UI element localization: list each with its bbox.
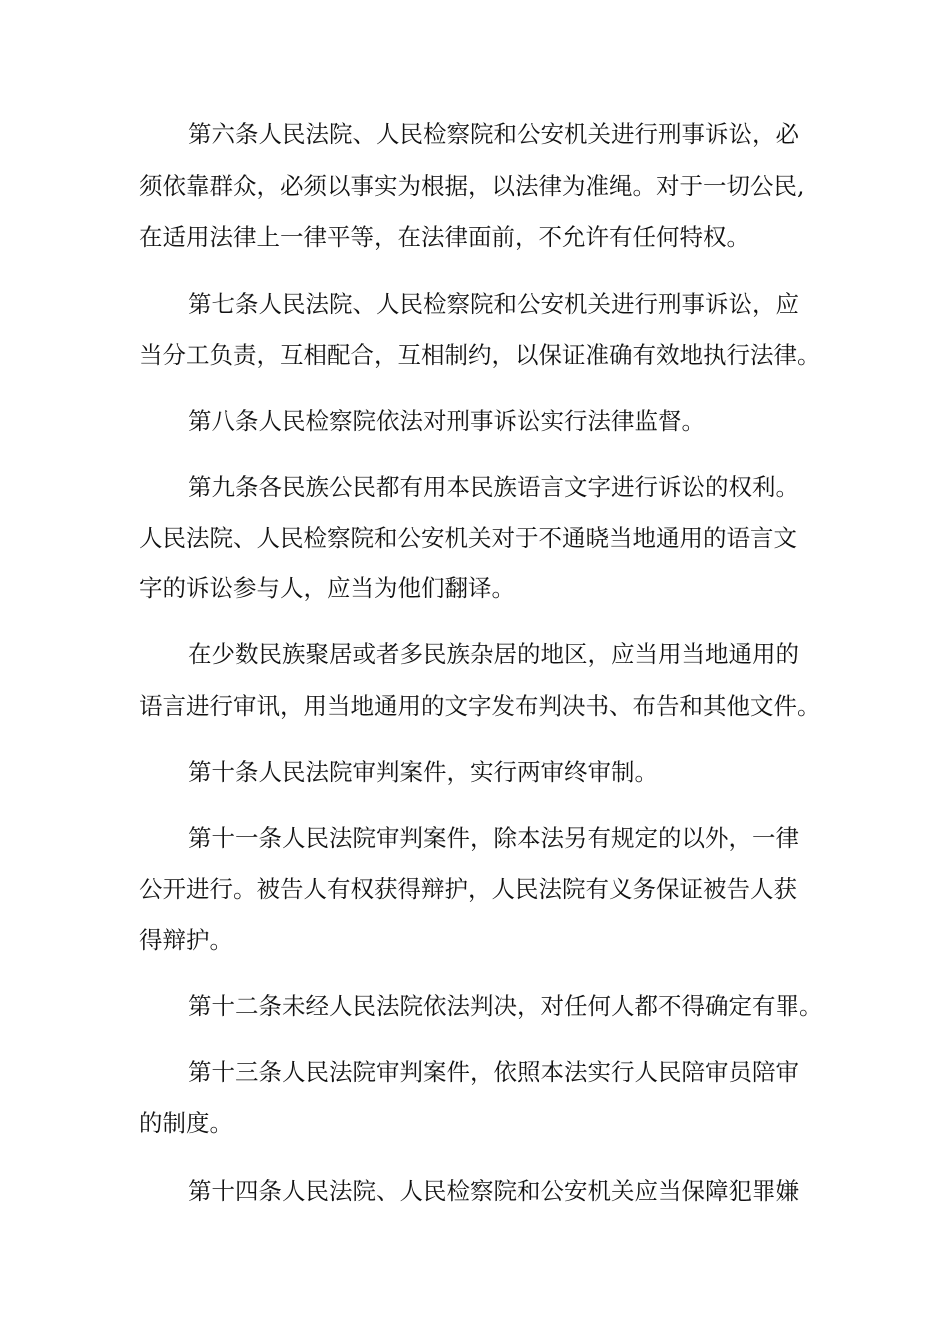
article-11-line-1: 第十一条人民法院审判案件，除本法另有规定的以外，一律 (188, 824, 799, 852)
article-13-line-2: 的制度。 (139, 1109, 233, 1137)
article-11-line-3: 得辩护。 (139, 926, 233, 954)
article-7-line-2: 当分工负责，互相配合，互相制约，以保证准确有效地执行法律。 (139, 341, 821, 369)
article-14-line-1: 第十四条人民法院、人民检察院和公安机关应当保障犯罪嫌 (188, 1177, 799, 1205)
article-7-line-1: 第七条人民法院、人民检察院和公安机关进行刑事诉讼，应 (188, 290, 799, 318)
article-9-para-2-line-2: 语言进行审讯，用当地通用的文字发布判决书、布告和其他文件。 (139, 692, 821, 720)
article-6-line-3: 在适用法律上一律平等，在法律面前，不允许有任何特权。 (139, 223, 750, 251)
article-8-line-1: 第八条人民检察院依法对刑事诉讼实行法律监督。 (188, 407, 705, 435)
article-9-line-3: 字的诉讼参与人，应当为他们翻译。 (139, 574, 515, 602)
article-6-line-1: 第六条人民法院、人民检察院和公安机关进行刑事诉讼，必 (188, 120, 799, 148)
article-13-line-1: 第十三条人民法院审判案件，依照本法实行人民陪审员陪审 (188, 1058, 799, 1086)
article-9-line-2: 人民法院、人民检察院和公安机关对于不通晓当地通用的语言文 (139, 524, 797, 552)
article-11-line-2: 公开进行。被告人有权获得辩护，人民法院有义务保证被告人获 (139, 875, 797, 903)
article-9-para-2-line-1: 在少数民族聚居或者多民族杂居的地区，应当用当地通用的 (188, 640, 799, 668)
article-12-line-1: 第十二条未经人民法院依法判决，对任何人都不得确定有罪。 (188, 992, 823, 1020)
article-9-line-1: 第九条各民族公民都有用本民族语言文字进行诉讼的权利。 (188, 473, 799, 501)
article-10-line-1: 第十条人民法院审判案件，实行两审终审制。 (188, 758, 658, 786)
article-6-line-2: 须依靠群众，必须以事实为根据，以法律为准绳。对于一切公民, (139, 172, 805, 200)
